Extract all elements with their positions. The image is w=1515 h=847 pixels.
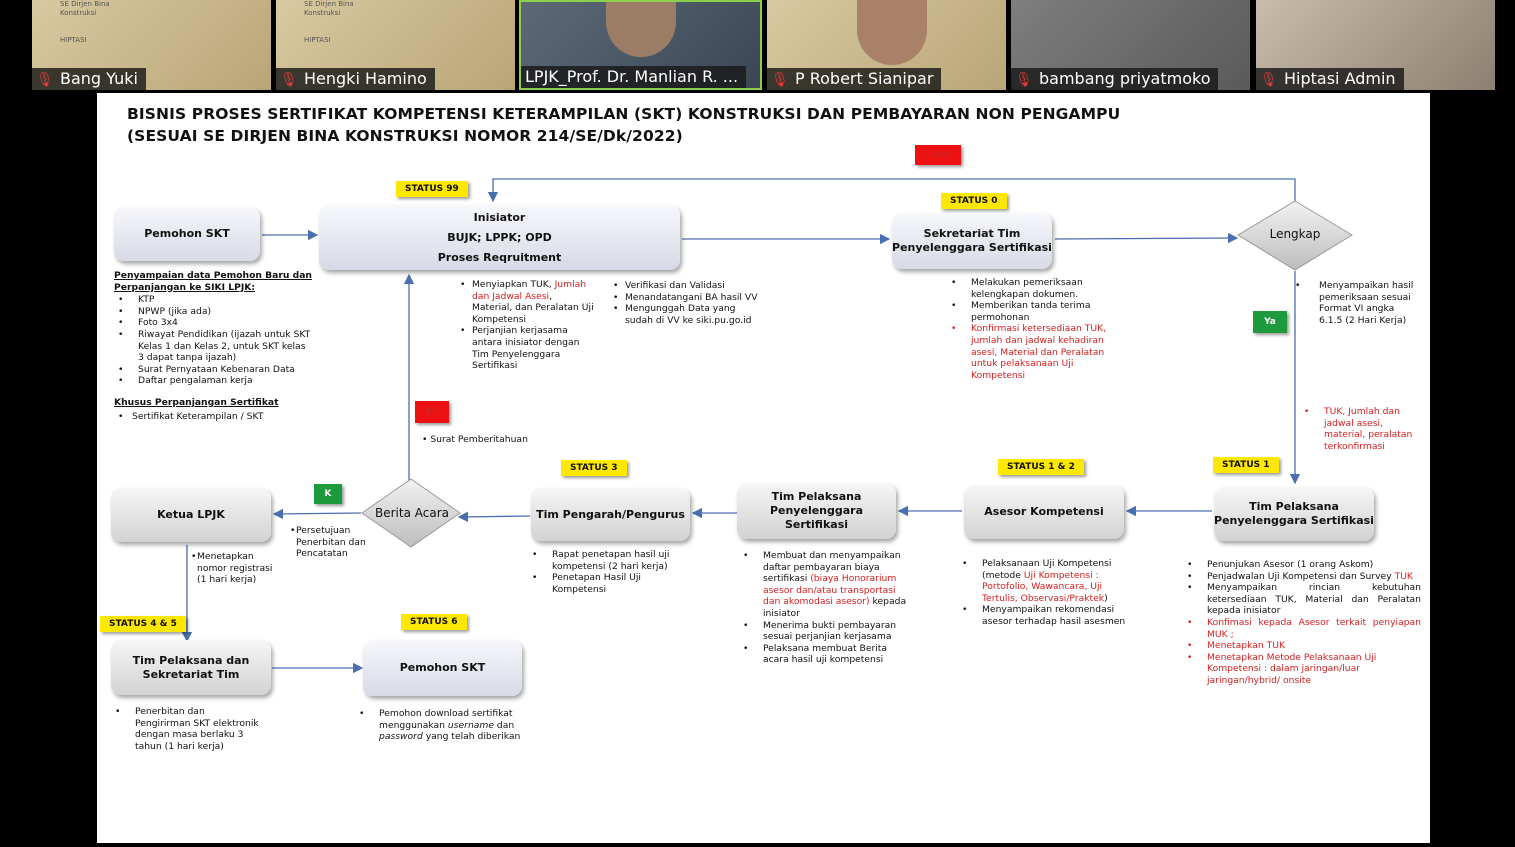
shared-slide bbox=[97, 93, 1430, 843]
participant-name-label: 🎙 Hengki Hamino bbox=[276, 68, 435, 90]
participant-video bbox=[606, 2, 676, 57]
tidak-tag: Tidak bbox=[915, 145, 961, 165]
participant-name-label: 🎙 Bang Yuki bbox=[32, 68, 146, 90]
participant-name-label: 🎙 Hiptasi Admin bbox=[1256, 68, 1404, 90]
video-tile-hiptasi-admin[interactable] bbox=[1256, 0, 1495, 90]
slide-title: BISNIS PROSES SERTIFIKAT KOMPETENSI KETERAMPILAN (SKT) KONSTRUKSI DAN PEMBAYARAN NON PENGAMPU (SESUAI SE DIRJEN BINA KONSTRUKSI NOMOR 214/SE/Dk/2022) bbox=[127, 105, 1121, 145]
ketua-note-item: • Menetapkan nomor registrasi (1 hari kerja) bbox=[191, 551, 276, 586]
pemohon-note-item: • Daftar pengalaman kerja bbox=[114, 375, 314, 387]
sekretariat-note-item: • Konfirmasi ketersediaan TUK, jumlah dan jadwal kehadiran asesi, Material dan Peralatan untuk pelaksanaan Uji Kompetensi bbox=[947, 323, 1107, 381]
mic-muted-icon: 🎙 bbox=[1015, 72, 1033, 88]
pemohon-skt-final-box: Pemohon SKT bbox=[363, 640, 522, 696]
ya-tag: Ya bbox=[1253, 311, 1287, 333]
tim-pengarah-notes bbox=[528, 549, 678, 595]
tim-pengarah-note-item: • Rapat penetapan hasil uji kompetensi (2 hari kerja) bbox=[528, 549, 678, 572]
sekretariat-note-item: • Memberikan tanda terima permohonan bbox=[947, 300, 1107, 323]
pemohon-note-item: • KTP bbox=[114, 294, 314, 306]
status-0-badge: STATUS 0 bbox=[941, 193, 1007, 209]
pemohon-note-item: • Foto 3x4 bbox=[114, 317, 314, 329]
berita-acara-label: Berita Acara bbox=[375, 506, 449, 520]
tim-sekretariat-box: Tim Pelaksana dan Sekretariat Tim bbox=[111, 640, 271, 695]
tim-pelaksana-box: Tim Pelaksana Penyelenggara Sertifikasi bbox=[737, 483, 896, 539]
pemohon-skt-box: Pemohon SKT bbox=[114, 207, 260, 261]
video-tile-bang-yuki[interactable] bbox=[32, 0, 271, 90]
mic-muted-icon: 🎙 bbox=[280, 72, 298, 88]
status1-note-item: • Menyampaikan rincian kebutuhan ketersediaan TUK, Material dan Peralatan kepada inisiator bbox=[1183, 582, 1421, 617]
sekretariat-notes bbox=[947, 277, 1107, 381]
perpanjangan-note-item: • Sertifikat Keterampilan / SKT bbox=[114, 411, 314, 423]
participant-name-label: 🎙 bambang priyatmoko bbox=[1011, 68, 1218, 90]
status-4-5-badge: STATUS 4 & 5 bbox=[100, 616, 186, 632]
lengkap-note-item: • Menyampaikan hasil pemeriksaan sesuai Format VI angka 6.1.5 (2 Hari Kerja) bbox=[1295, 280, 1420, 326]
status-6-badge: STATUS 6 bbox=[401, 614, 467, 630]
mic-muted-icon: 🎙 bbox=[36, 72, 54, 88]
pemohon-final-notes bbox=[355, 708, 525, 743]
inisiator-note-item: • Perjanjian kerjasama antara inisiator dengan Tim Penyelenggara Sertifikasi bbox=[460, 325, 595, 371]
tim-sekretariat-note-item: • Penerbitan dan Pengirirman SKT elektronik dengan masa berlaku 3 tahun (1 hari kerja) bbox=[111, 706, 261, 752]
shared-screen-thumbnail: SE Dirjen Bina Konstruksi HIPTASI bbox=[60, 0, 110, 44]
pemohon-note-item: • NPWP (jika ada) bbox=[114, 306, 314, 318]
tim-pelaksana-notes bbox=[739, 550, 914, 666]
ketua-notes bbox=[191, 551, 276, 586]
tim-pengarah-note-item: • Penetapan Hasil Uji Kompetensi bbox=[528, 572, 678, 595]
tim-pelaksana-note-item: • Menerima bukti pembayaran sesuai perjanjian kerjasama bbox=[739, 620, 914, 643]
pemohon-note-item: • Riwayat Pendidikan (ijazah untuk SKT Kelas 1 dan Kelas 2, untuk SKT kelas 3 dapat tanpa ijazah) bbox=[114, 329, 314, 364]
video-tile-hengki-hamino[interactable] bbox=[276, 0, 515, 90]
status-1-badge: STATUS 1 bbox=[1213, 457, 1279, 473]
status-99-badge: STATUS 99 bbox=[396, 181, 468, 197]
mic-muted-icon: 🎙 bbox=[771, 72, 789, 88]
pemohon-notes: Penyampaian data Pemohon Baru dan Perpanjangan ke SIKI LPJK: • KTP • NPWP (jika ada) • Foto 3x4 • Riwayat Pendidikan (ijazah untuk SKT Kelas 1 dan Kelas 2, untuk SKT kelas 3 dapat tanpa ijazah) • Surat Pernyataan Kebenaran Data • Daftar pengalaman kerja Khusus Perpanjangan Sertifikat • Sertifikat Keterampilan / SKT bbox=[114, 270, 314, 422]
sekretariat-box: Sekretariat Tim Penyelenggara Sertifikasi bbox=[892, 213, 1052, 269]
tim-sekretariat-notes bbox=[111, 706, 261, 752]
asesor-kompetensi-box: Asesor Kompetensi bbox=[964, 485, 1124, 539]
tuk-notes bbox=[1300, 406, 1420, 452]
participant-name-label: 🎙 P Robert Sianipar bbox=[767, 68, 941, 90]
asesor-notes bbox=[958, 558, 1128, 628]
asesor-note-item: • Pelaksanaan Uji Kompetensi (metode Uji Kompetensi : Portofolio, Wawancara, Uji Tertulis, Observasi/Praktek) bbox=[958, 558, 1128, 604]
surat-pemberitahuan-note: • Surat Pemberitahuan bbox=[422, 434, 528, 445]
video-tile-bambang-priyatmoko[interactable] bbox=[1011, 0, 1250, 90]
lengkap-label: Lengkap bbox=[1269, 227, 1321, 241]
status-3-badge: STATUS 3 bbox=[561, 460, 627, 476]
status1-note-item: • Konfimasi kepada Asesor terkait penyiapan MUK ; bbox=[1183, 617, 1421, 640]
lengkap-notes bbox=[1295, 280, 1420, 326]
ketua-lpjk-box: Ketua LPJK bbox=[111, 488, 271, 542]
k-tag: K bbox=[314, 484, 342, 504]
verifikasi-note-item: • Verifikasi dan Validasi bbox=[613, 280, 763, 292]
bk-tag: BK bbox=[415, 401, 449, 423]
sekretariat-note-item: • Melakukan pemeriksaan kelengkapan dokumen. bbox=[947, 277, 1107, 300]
tim-pelaksana-note-item: • Pelaksana membuat Berita acara hasil uji kompetensi bbox=[739, 643, 914, 666]
shared-screen-thumbnail: SE Dirjen Bina Konstruksi HIPTASI bbox=[304, 0, 354, 44]
inisiator-notes bbox=[460, 279, 595, 372]
video-tile-active-speaker[interactable] bbox=[519, 0, 762, 90]
video-tile-p-robert-sianipar[interactable] bbox=[767, 0, 1006, 90]
tim-pelaksana-status1-box: Tim Pelaksana Penyelenggara Sertifikasi bbox=[1214, 487, 1374, 541]
tim-pelaksana-note-item: • Membuat dan menyampaikan daftar pembayaran biaya sertifikasi (biaya Honorarium asesor dan/atau transportasi dan akomodasi asesor) kepada inisiator bbox=[739, 550, 914, 620]
verifikasi-note-item: • Mengunggah Data yang sudah di VV ke siki.pu.go.id bbox=[613, 303, 763, 326]
tim-pengarah-box: Tim Pengarah/Pengurus bbox=[531, 488, 690, 541]
asesor-note-item: • Menyampaikan rekomendasi asesor terhadap hasil asesmen bbox=[958, 604, 1128, 627]
status-1-2-badge: STATUS 1 & 2 bbox=[998, 459, 1084, 475]
pemohon-note-item: • Surat Pernyataan Kebenaran Data bbox=[114, 364, 314, 376]
status1-notes bbox=[1183, 559, 1421, 687]
persetujuan-note bbox=[290, 525, 375, 560]
participant-video bbox=[857, 0, 927, 65]
persetujuan-note-item: • Persetujuan Penerbitan dan Pencatatan bbox=[290, 525, 375, 560]
verifikasi-notes bbox=[613, 280, 763, 326]
tuk-note-item: • TUK, Jumlah dan jadwal asesi, material, peralatan terkonfirmasi bbox=[1300, 406, 1420, 452]
status1-note-item: • Penunjukan Asesor (1 orang Askom) bbox=[1183, 559, 1421, 571]
inisiator-box: Inisiator BUJK; LPPK; OPD Proses Reqruitment bbox=[319, 205, 680, 270]
status1-note-item: • Menetapkan Metode Pelaksanaan Uji Kompetensi : dalam jaringan/luar jaringan/hybrid/ onsite bbox=[1183, 652, 1421, 687]
mic-muted-icon: 🎙 bbox=[1260, 72, 1278, 88]
pemohon-final-note-item: • Pemohon download sertifikat menggunakan username dan password yang telah diberikan bbox=[355, 708, 525, 743]
status1-note-item: • Penjadwalan Uji Kompetensi dan Survey TUK bbox=[1183, 571, 1421, 583]
status1-note-item: • Menetapkan TUK bbox=[1183, 640, 1421, 652]
participant-name-label: LPJK_Prof. Dr. Manlian R. ... bbox=[521, 66, 746, 88]
verifikasi-note-item: • Menandatangani BA hasil VV bbox=[613, 292, 763, 304]
inisiator-note-item: • Menyiapkan TUK, Jumlah dan Jadwal Asesi, Material, dan Peralatan Uji Kompetensi bbox=[460, 279, 595, 325]
